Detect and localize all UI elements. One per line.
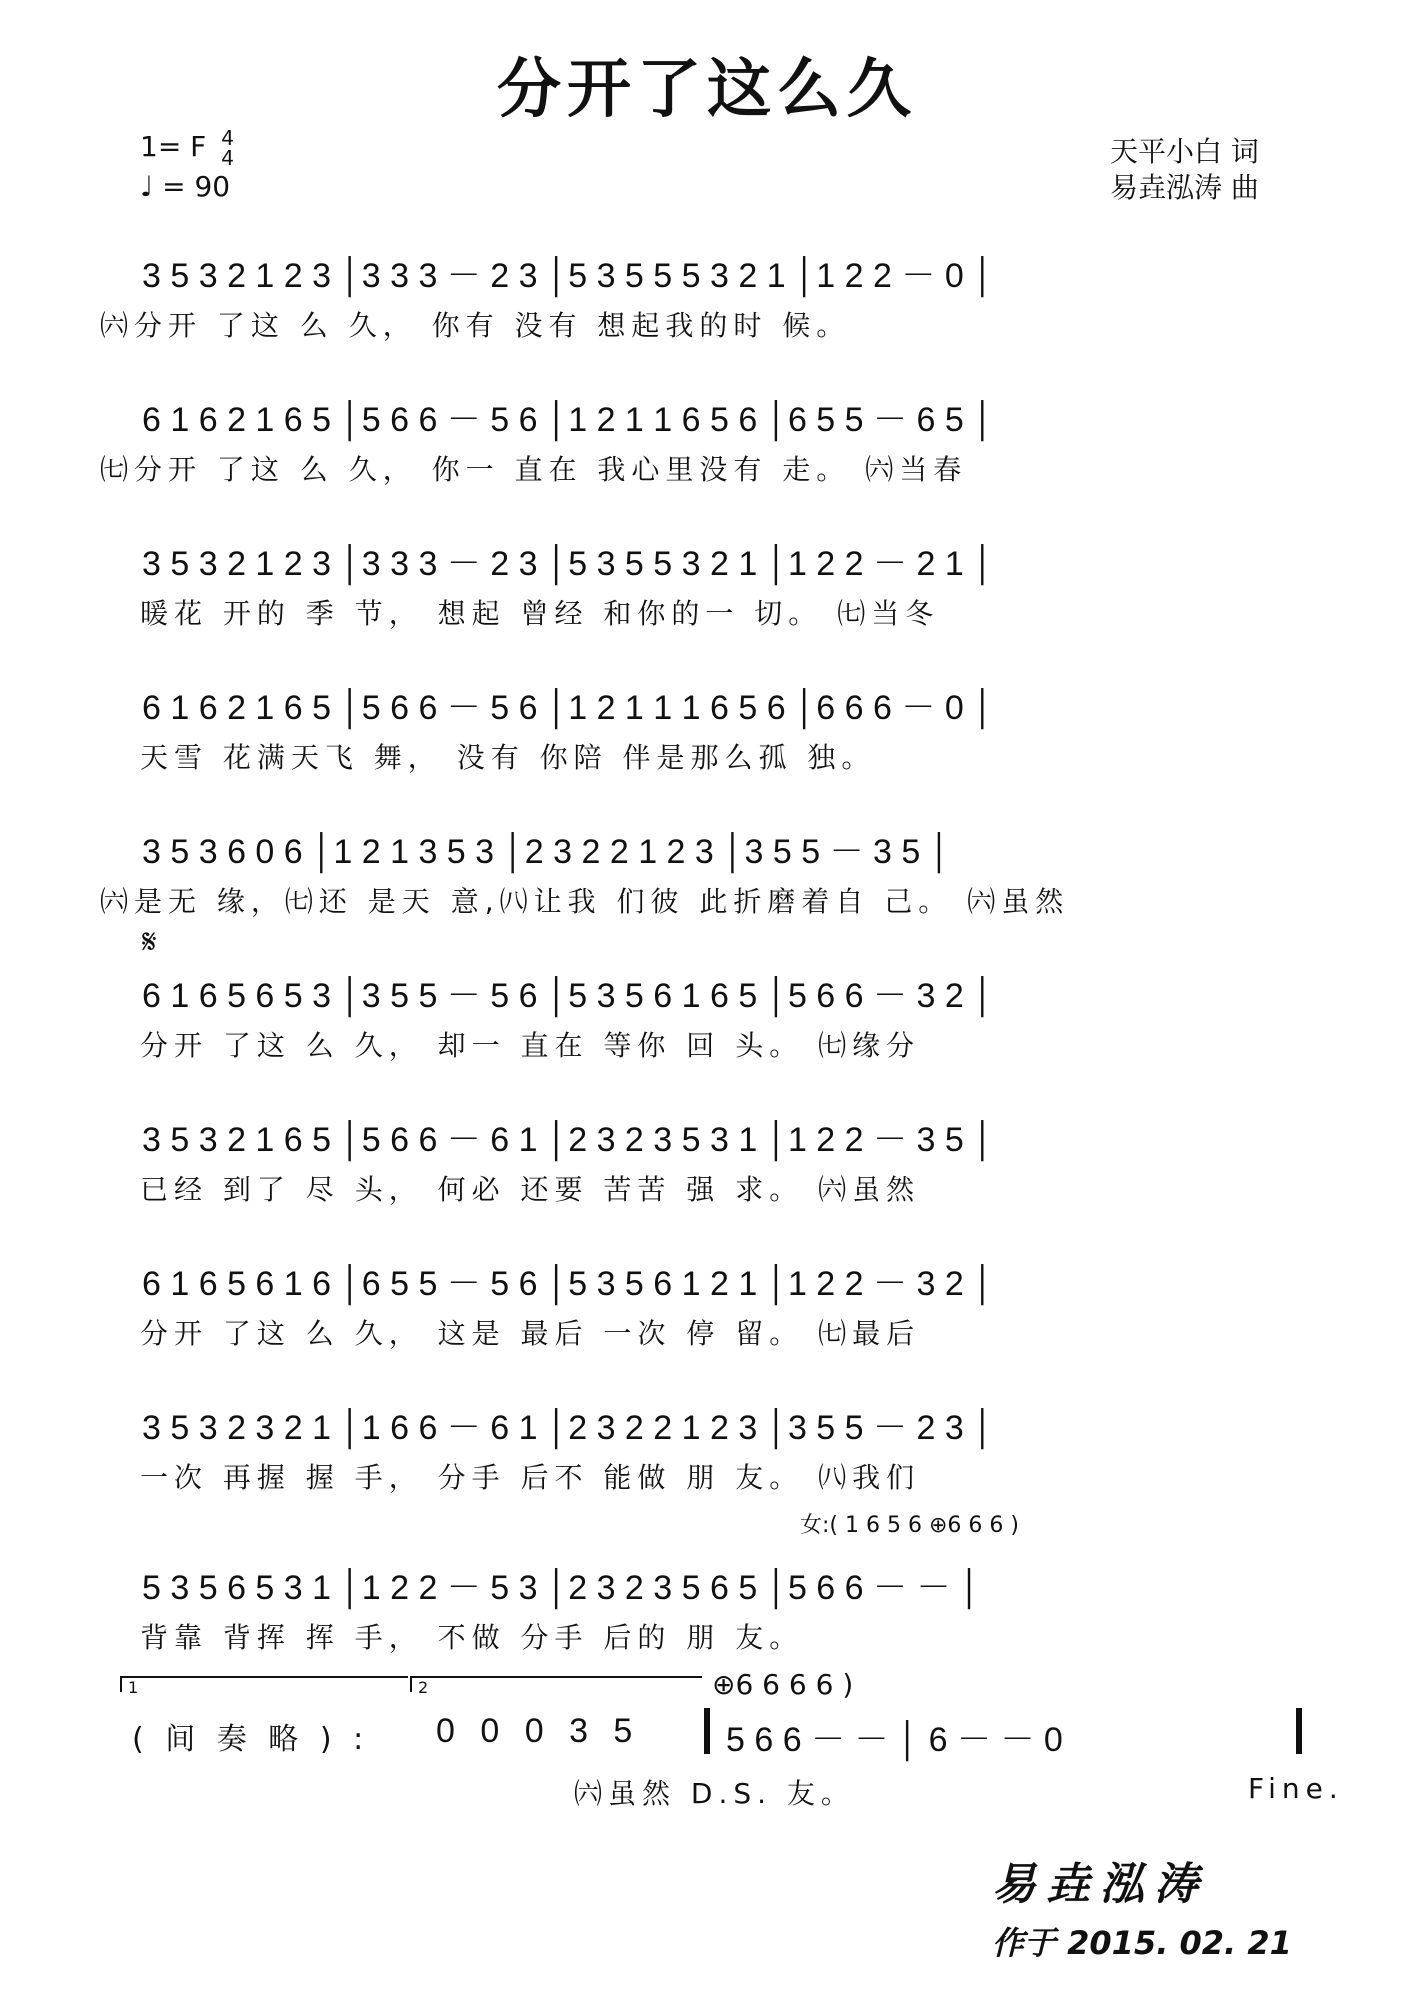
key-signature bbox=[140, 128, 234, 168]
system-8-lyrics: 分开 了这 么 久， 这是 最后 一次 停 留。 ㈦最后 bbox=[140, 1317, 921, 1350]
ending-lyrics: ㈥虽然 D.S. 友。 bbox=[574, 1777, 855, 1810]
volta-1-label: 1 bbox=[128, 1678, 139, 1697]
volta-2-label: 2 bbox=[418, 1678, 429, 1697]
system-9-lyrics: 一次 再握 握 手， 分手 后不 能做 朋 友。 ㈧我们 bbox=[140, 1461, 921, 1494]
system-3-lyrics: 暖花 开的 季 节， 想起 曾经 和你的一 切。 ㈦当冬 bbox=[140, 597, 940, 630]
system-7-lyrics: 已经 到了 尽 头， 何必 还要 苦苦 强 求。 ㈥虽然 bbox=[140, 1173, 921, 1206]
volta-1-bracket bbox=[120, 1676, 408, 1697]
system-9-notes: 3 5 3 2 3 2 1 │1 6 6 － 6 1 │2 3 2 2 1 2 3 │3 5 5 － 2 3 │ bbox=[142, 1409, 995, 1447]
female-part-annotation: 女:( 1 6 5 6 ⊕6 6 6 ) bbox=[800, 1513, 1019, 1538]
system-10-notes: 5 3 5 6 5 3 1 │1 2 2 － 5 3 │2 3 2 3 5 6 5 │5 6 6 － － │ bbox=[142, 1569, 982, 1607]
system-6-notes: 6 1 6 5 6 5 3 │3 5 5 － 5 6 │5 3 5 6 1 6 5 │5 6 6 － 3 2 │ bbox=[142, 977, 995, 1015]
system-4-notes: 6 1 6 2 1 6 5 │5 6 6 － 5 6 │1 2 1 1 1 6 5 6 │6 6 6 － 0 │ bbox=[142, 689, 995, 727]
lyricist-credit: 天平小白 词 bbox=[1110, 135, 1259, 168]
interlude-label: ( 间 奏 略 ) : bbox=[132, 1722, 370, 1757]
system-1-notes: 3 5 3 2 1 2 3 │3 3 3 － 2 3 │5 3 5 5 5 3 2 1 │1 2 2 － 0 │ bbox=[142, 257, 995, 295]
system-10-lyrics: 背靠 背挥 挥 手， 不做 分手 后的 朋 友。 bbox=[140, 1621, 804, 1654]
double-barline bbox=[704, 1708, 710, 1754]
time-signature bbox=[221, 128, 234, 168]
time-top: 4 bbox=[221, 126, 234, 150]
system-5-notes: 3 5 3 6 0 6 │1 2 1 3 5 3 │2 3 2 2 1 2 3 │3 5 5 － 3 5 │ bbox=[142, 833, 951, 871]
system-3-notes: 3 5 3 2 1 2 3 │3 3 3 － 2 3 │5 3 5 5 3 2 1 │1 2 2 － 2 1 │ bbox=[142, 545, 995, 583]
coda-annotation: ⊕6 6 6 6 ) bbox=[712, 1668, 854, 1701]
volta-2-bracket bbox=[410, 1676, 702, 1697]
system-2-notes: 6 1 6 2 1 6 5 │5 6 6 － 5 6 │1 2 1 1 6 5 6 │6 5 5 － 6 5 │ bbox=[142, 401, 995, 439]
tempo-marking bbox=[140, 170, 230, 203]
system-8-notes: 6 1 6 5 6 1 6 │6 5 5 － 5 6 │5 3 5 6 1 2 1 │1 2 2 － 3 2 │ bbox=[142, 1265, 995, 1303]
system-7-notes: 3 5 3 2 1 6 5 │5 6 6 － 6 1 │2 3 2 3 5 3 1 │1 2 2 － 3 5 │ bbox=[142, 1121, 995, 1159]
ending-notes: 0 0 0 3 5 bbox=[436, 1712, 641, 1750]
system-6-lyrics: 分开 了这 么 久， 却一 直在 等你 回 头。 ㈦缘分 bbox=[140, 1029, 921, 1062]
system-2-lyrics: ㈦分开 了这 么 久， 你一 直在 我心里没有 走。 ㈥当春 bbox=[100, 453, 968, 486]
song-title: 分开了这么久 bbox=[497, 53, 917, 127]
tempo-value: = 90 bbox=[162, 170, 231, 203]
signature-date: 作于 2015. 02. 21 bbox=[992, 1924, 1292, 1962]
signature-name: 易垚泓涛 bbox=[992, 1859, 1208, 1910]
time-bottom: 4 bbox=[221, 146, 234, 170]
composer-credit: 易垚泓涛 曲 bbox=[1110, 171, 1259, 204]
quarter-note-icon: ♩ bbox=[140, 170, 154, 203]
final-barline bbox=[1296, 1708, 1302, 1754]
coda-notes: 5 6 6 － － │ 6 － － 0 bbox=[726, 1721, 1063, 1759]
system-1-lyrics: ㈥分开 了这 么 久， 你有 没有 想起我的时 候。 bbox=[100, 309, 851, 342]
system-4-lyrics: 天雪 花满天飞 舞， 没有 你陪 伴是那么孤 独。 bbox=[140, 741, 876, 774]
segno-icon: 𝄋 bbox=[142, 922, 157, 962]
key-label: 1= F bbox=[140, 130, 207, 163]
system-5-lyrics: ㈥是无 缘，㈦还 是天 意,㈧让我 们彼 此折磨着自 己。 ㈥虽然 bbox=[100, 885, 1070, 918]
fine-marking: Fine. bbox=[1248, 1772, 1344, 1805]
